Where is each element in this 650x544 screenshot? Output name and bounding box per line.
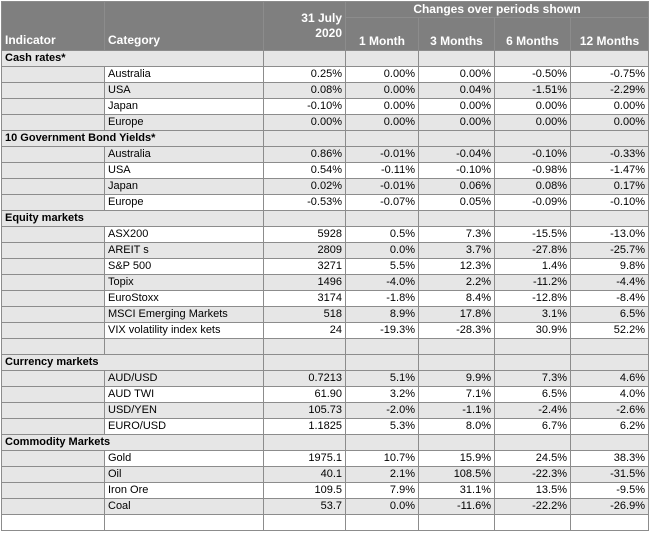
change-cell-12-months: -0.10% — [571, 195, 649, 211]
category-cell: Japan — [105, 179, 264, 195]
change-cell-1-month: 7.9% — [346, 483, 419, 499]
header-row-top — [2, 2, 649, 18]
date-line-1: 31 July — [301, 11, 342, 25]
change-cell-6-months: -0.98% — [495, 163, 571, 179]
value-cell: -0.53% — [264, 195, 346, 211]
indent-cell — [2, 307, 105, 323]
empty-cell — [495, 51, 571, 67]
indicator-header: Indicator — [2, 2, 105, 51]
category-cell: ASX200 — [105, 227, 264, 243]
period-header-1m: 1 Month — [346, 18, 419, 51]
category-cell: Australia — [105, 147, 264, 163]
indent-cell — [2, 467, 105, 483]
value-cell: 105.73 — [264, 403, 346, 419]
indent-cell — [2, 83, 105, 99]
change-cell-12-months: 6.2% — [571, 419, 649, 435]
category-cell: S&P 500 — [105, 259, 264, 275]
value-cell: 3174 — [264, 291, 346, 307]
change-cell-1-month: 5.3% — [346, 419, 419, 435]
change-cell-3-months: 8.4% — [419, 291, 495, 307]
table-row — [2, 371, 649, 387]
date-line-2: 2020 — [315, 26, 342, 40]
change-cell-1-month: 0.0% — [346, 499, 419, 515]
table-row — [2, 483, 649, 499]
value-cell: 40.1 — [264, 467, 346, 483]
change-cell-1-month: 0.00% — [346, 83, 419, 99]
section-title: Currency markets — [2, 355, 264, 371]
value-cell: 0.7213 — [264, 371, 346, 387]
change-cell-1-month: 10.7% — [346, 451, 419, 467]
change-cell-1-month: -4.0% — [346, 275, 419, 291]
category-cell: MSCI Emerging Markets — [105, 307, 264, 323]
empty-cell — [419, 339, 495, 355]
table-row — [2, 403, 649, 419]
change-cell-3-months: -11.6% — [419, 499, 495, 515]
empty-cell — [264, 515, 346, 531]
change-cell-1-month: 5.1% — [346, 371, 419, 387]
empty-cell — [571, 515, 649, 531]
change-cell-3-months: 15.9% — [419, 451, 495, 467]
empty-cell — [346, 131, 419, 147]
change-cell-3-months: 12.3% — [419, 259, 495, 275]
empty-cell — [264, 211, 346, 227]
change-cell-6-months: -2.4% — [495, 403, 571, 419]
change-cell-1-month: -0.07% — [346, 195, 419, 211]
category-cell: Oil — [105, 467, 264, 483]
change-cell-12-months: 38.3% — [571, 451, 649, 467]
table-row — [2, 99, 649, 115]
indent-cell — [2, 323, 105, 339]
change-cell-12-months: -9.5% — [571, 483, 649, 499]
indent-cell — [2, 195, 105, 211]
change-cell-1-month: 8.9% — [346, 307, 419, 323]
section-title: Cash rates* — [2, 51, 264, 67]
section-header-row — [2, 435, 649, 451]
spacer-row — [2, 339, 649, 355]
indent-cell — [2, 179, 105, 195]
change-cell-6-months: 6.7% — [495, 419, 571, 435]
change-cell-3-months: 108.5% — [419, 467, 495, 483]
value-cell: 0.02% — [264, 179, 346, 195]
empty-cell — [264, 435, 346, 451]
change-cell-3-months: 0.00% — [419, 115, 495, 131]
empty-cell — [264, 355, 346, 371]
period-header-12m: 12 Months — [571, 18, 649, 51]
period-header-6m: 6 Months — [495, 18, 571, 51]
change-cell-3-months: 0.00% — [419, 67, 495, 83]
value-cell: 0.25% — [264, 67, 346, 83]
change-cell-1-month: 0.0% — [346, 243, 419, 259]
table-row — [2, 227, 649, 243]
empty-cell — [495, 515, 571, 531]
change-cell-12-months: 0.00% — [571, 115, 649, 131]
change-cell-6-months: -27.8% — [495, 243, 571, 259]
value-cell: 0.08% — [264, 83, 346, 99]
empty-cell — [495, 339, 571, 355]
change-cell-1-month: -0.01% — [346, 179, 419, 195]
change-cell-1-month: 3.2% — [346, 387, 419, 403]
change-cell-3-months: 9.9% — [419, 371, 495, 387]
category-cell: Japan — [105, 99, 264, 115]
change-cell-1-month: 0.00% — [346, 67, 419, 83]
category-cell: Iron Ore — [105, 483, 264, 499]
empty-cell — [571, 211, 649, 227]
indent-cell — [2, 115, 105, 131]
category-cell: USD/YEN — [105, 403, 264, 419]
change-cell-1-month: -0.11% — [346, 163, 419, 179]
change-cell-12-months: 0.00% — [571, 99, 649, 115]
indent-cell — [2, 163, 105, 179]
category-cell: Gold — [105, 451, 264, 467]
indent-cell — [2, 243, 105, 259]
change-cell-1-month: 5.5% — [346, 259, 419, 275]
table-body — [2, 2, 649, 531]
table-row — [2, 451, 649, 467]
change-cell-1-month: 0.00% — [346, 115, 419, 131]
empty-cell — [571, 51, 649, 67]
period-header-3m: 3 Months — [419, 18, 495, 51]
empty-cell — [346, 435, 419, 451]
empty-cell — [419, 211, 495, 227]
change-cell-12-months: -0.33% — [571, 147, 649, 163]
change-cell-1-month: 0.5% — [346, 227, 419, 243]
category-cell: AUD TWI — [105, 387, 264, 403]
table-row — [2, 259, 649, 275]
empty-cell — [495, 211, 571, 227]
table-row — [2, 163, 649, 179]
change-cell-1-month: 0.00% — [346, 99, 419, 115]
change-cell-3-months: 17.8% — [419, 307, 495, 323]
empty-cell — [2, 515, 105, 531]
table-row — [2, 499, 649, 515]
change-cell-3-months: 7.1% — [419, 387, 495, 403]
change-cell-6-months: -0.50% — [495, 67, 571, 83]
change-cell-12-months: 0.17% — [571, 179, 649, 195]
change-cell-6-months: 30.9% — [495, 323, 571, 339]
value-cell: 109.5 — [264, 483, 346, 499]
value-cell: 0.54% — [264, 163, 346, 179]
table-row — [2, 387, 649, 403]
indent-cell — [2, 227, 105, 243]
section-title: Equity markets — [2, 211, 264, 227]
category-cell: USA — [105, 163, 264, 179]
table-row — [2, 115, 649, 131]
change-cell-12-months: -31.5% — [571, 467, 649, 483]
change-cell-3-months: 0.00% — [419, 99, 495, 115]
change-cell-6-months: -22.3% — [495, 467, 571, 483]
market-table — [1, 1, 649, 531]
change-cell-12-months: -4.4% — [571, 275, 649, 291]
section-header-row — [2, 51, 649, 67]
category-cell: VIX volatility index kets — [105, 323, 264, 339]
indent-cell — [2, 371, 105, 387]
change-cell-3-months: 31.1% — [419, 483, 495, 499]
change-cell-6-months: -0.09% — [495, 195, 571, 211]
change-cell-12-months: -26.9% — [571, 499, 649, 515]
value-cell: 53.7 — [264, 499, 346, 515]
change-cell-6-months: 1.4% — [495, 259, 571, 275]
empty-cell — [571, 339, 649, 355]
change-cell-12-months: 52.2% — [571, 323, 649, 339]
value-cell: 0.00% — [264, 115, 346, 131]
value-cell: 5928 — [264, 227, 346, 243]
value-cell: 0.86% — [264, 147, 346, 163]
table-row — [2, 467, 649, 483]
category-cell: EURO/USD — [105, 419, 264, 435]
category-cell: Coal — [105, 499, 264, 515]
change-cell-3-months: -0.10% — [419, 163, 495, 179]
category-cell: Europe — [105, 195, 264, 211]
change-cell-6-months: 13.5% — [495, 483, 571, 499]
value-cell: 1.1825 — [264, 419, 346, 435]
change-cell-6-months: -0.10% — [495, 147, 571, 163]
category-cell: EuroStoxx — [105, 291, 264, 307]
empty-cell — [264, 339, 346, 355]
empty-cell — [419, 435, 495, 451]
change-cell-12-months: -13.0% — [571, 227, 649, 243]
table-row — [2, 147, 649, 163]
empty-cell — [571, 435, 649, 451]
empty-cell — [346, 339, 419, 355]
category-cell: Europe — [105, 115, 264, 131]
empty-cell — [2, 339, 105, 355]
empty-cell — [346, 355, 419, 371]
empty-cell — [264, 131, 346, 147]
change-cell-1-month: -2.0% — [346, 403, 419, 419]
section-title: 10 Government Bond Yields* — [2, 131, 264, 147]
category-cell: AUD/USD — [105, 371, 264, 387]
change-cell-6-months: 7.3% — [495, 371, 571, 387]
empty-cell — [419, 51, 495, 67]
indent-cell — [2, 451, 105, 467]
value-cell: 24 — [264, 323, 346, 339]
change-cell-12-months: -2.6% — [571, 403, 649, 419]
change-cell-12-months: 4.6% — [571, 371, 649, 387]
empty-cell — [571, 355, 649, 371]
change-cell-12-months: -25.7% — [571, 243, 649, 259]
indent-cell — [2, 99, 105, 115]
change-cell-1-month: -0.01% — [346, 147, 419, 163]
changes-header: Changes over periods shown — [346, 2, 649, 18]
section-header-row — [2, 131, 649, 147]
change-cell-6-months: -12.8% — [495, 291, 571, 307]
change-cell-3-months: -0.04% — [419, 147, 495, 163]
change-cell-6-months: -15.5% — [495, 227, 571, 243]
empty-cell — [495, 435, 571, 451]
table-row — [2, 307, 649, 323]
value-cell: 1975.1 — [264, 451, 346, 467]
table-row — [2, 67, 649, 83]
change-cell-6-months: 3.1% — [495, 307, 571, 323]
indent-cell — [2, 403, 105, 419]
table-row — [2, 275, 649, 291]
empty-cell — [419, 515, 495, 531]
category-cell: Australia — [105, 67, 264, 83]
change-cell-3-months: 8.0% — [419, 419, 495, 435]
change-cell-3-months: -28.3% — [419, 323, 495, 339]
indent-cell — [2, 259, 105, 275]
change-cell-6-months: 0.08% — [495, 179, 571, 195]
change-cell-3-months: 7.3% — [419, 227, 495, 243]
change-cell-6-months: 24.5% — [495, 451, 571, 467]
table-row — [2, 195, 649, 211]
section-title: Commodity Markets — [2, 435, 264, 451]
category-cell: USA — [105, 83, 264, 99]
empty-cell — [495, 131, 571, 147]
change-cell-12-months: 9.8% — [571, 259, 649, 275]
value-cell: 2809 — [264, 243, 346, 259]
trailing-row — [2, 515, 649, 531]
change-cell-3-months: 0.05% — [419, 195, 495, 211]
change-cell-12-months: -1.47% — [571, 163, 649, 179]
change-cell-3-months: 2.2% — [419, 275, 495, 291]
empty-cell — [495, 355, 571, 371]
indent-cell — [2, 275, 105, 291]
section-header-row — [2, 211, 649, 227]
table-row — [2, 179, 649, 195]
value-cell: 518 — [264, 307, 346, 323]
change-cell-12-months: 6.5% — [571, 307, 649, 323]
category-cell: Topix — [105, 275, 264, 291]
category-cell: AREIT s — [105, 243, 264, 259]
empty-cell — [419, 355, 495, 371]
change-cell-1-month: 2.1% — [346, 467, 419, 483]
section-header-row — [2, 355, 649, 371]
change-cell-3-months: 3.7% — [419, 243, 495, 259]
table-row — [2, 83, 649, 99]
indent-cell — [2, 291, 105, 307]
change-cell-6-months: -1.51% — [495, 83, 571, 99]
empty-cell — [105, 515, 264, 531]
change-cell-3-months: 0.04% — [419, 83, 495, 99]
change-cell-12-months: -2.29% — [571, 83, 649, 99]
change-cell-6-months: -22.2% — [495, 499, 571, 515]
value-cell: 3271 — [264, 259, 346, 275]
table-row — [2, 419, 649, 435]
empty-cell — [346, 51, 419, 67]
change-cell-6-months: 0.00% — [495, 115, 571, 131]
change-cell-1-month: -19.3% — [346, 323, 419, 339]
indent-cell — [2, 67, 105, 83]
empty-cell — [571, 131, 649, 147]
empty-cell — [346, 515, 419, 531]
change-cell-6-months: 6.5% — [495, 387, 571, 403]
change-cell-12-months: -8.4% — [571, 291, 649, 307]
empty-cell — [105, 339, 264, 355]
indent-cell — [2, 499, 105, 515]
change-cell-1-month: -1.8% — [346, 291, 419, 307]
change-cell-6-months: 0.00% — [495, 99, 571, 115]
value-cell: 1496 — [264, 275, 346, 291]
table-row — [2, 291, 649, 307]
empty-cell — [264, 51, 346, 67]
value-cell: 61.90 — [264, 387, 346, 403]
table-row — [2, 323, 649, 339]
indent-cell — [2, 387, 105, 403]
value-cell: -0.10% — [264, 99, 346, 115]
change-cell-3-months: -1.1% — [419, 403, 495, 419]
indent-cell — [2, 419, 105, 435]
indent-cell — [2, 483, 105, 499]
indent-cell — [2, 147, 105, 163]
category-header: Category — [105, 2, 264, 51]
empty-cell — [346, 211, 419, 227]
change-cell-3-months: 0.06% — [419, 179, 495, 195]
date-header — [264, 2, 346, 51]
change-cell-12-months: -0.75% — [571, 67, 649, 83]
change-cell-6-months: -11.2% — [495, 275, 571, 291]
table-row — [2, 243, 649, 259]
empty-cell — [419, 131, 495, 147]
change-cell-12-months: 4.0% — [571, 387, 649, 403]
